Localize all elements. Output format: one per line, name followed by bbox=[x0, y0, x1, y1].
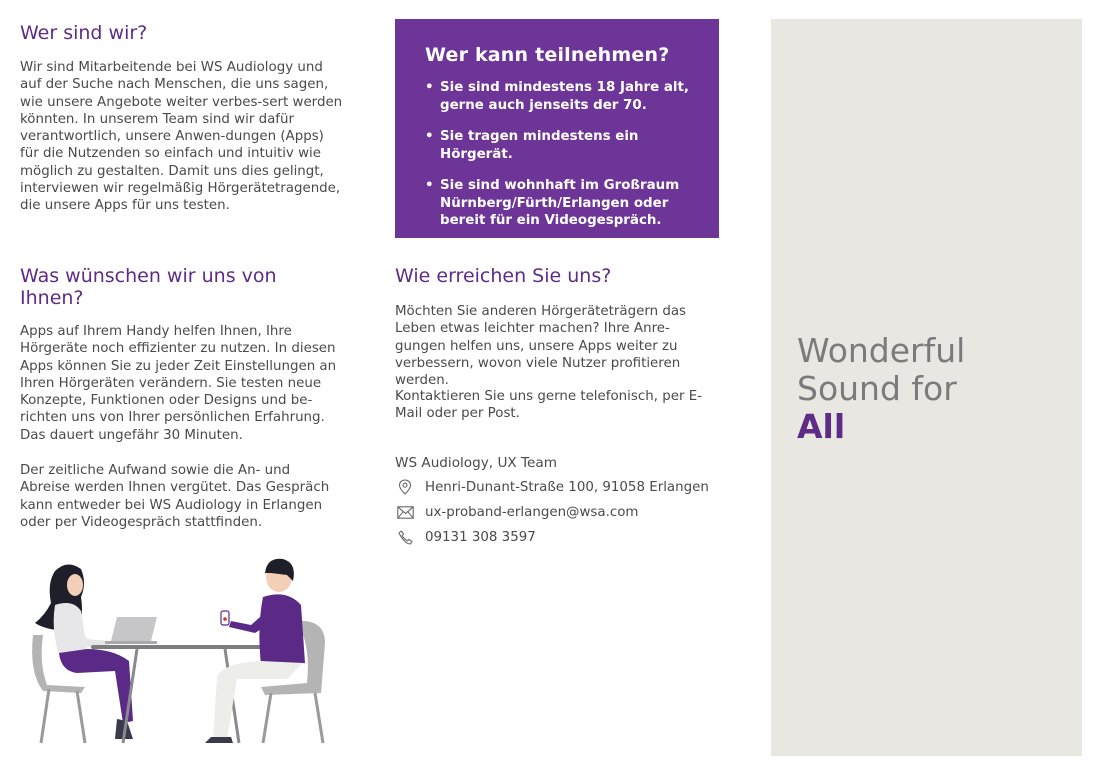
location-pin-icon bbox=[395, 478, 415, 496]
participation-item-text: Sie sind mindestens 18 Jahre alt, gerne auch jenseits der 70. bbox=[440, 80, 689, 113]
envelope-icon bbox=[395, 503, 415, 521]
cover-panel bbox=[771, 19, 1082, 756]
contact-address-row bbox=[395, 478, 709, 496]
contact-text-1: Möchten Sie anderen Hörgeräteträgern das Leben etwas leichter machen? Ihre Anre-gungen helfen uns, unsere Apps weiter zu verbessern, wovon viele Nutzer profitieren werden. bbox=[395, 304, 687, 389]
who-are-we-text: Wir sind Mitarbeitende bei WS Audiology und auf der Suche nach Menschen, die uns sagen, wie unsere Angebote weiter verbes-sert werden könnten. In unserem Team sind wir dafür verantwortlich, unsere Anwen-dungen (Apps) für die Nutzenden so einfach und intuitiv wie möglich zu gestalten. Damit uns dies gelingt, interviewen wir regelmäßig Hörgerätetragende, die unsere Apps für uns testen. bbox=[20, 60, 343, 214]
contact-email-link[interactable]: ux-proband-erlangen@wsa.com bbox=[425, 504, 639, 520]
phone-icon bbox=[395, 528, 415, 546]
contact-address[interactable]: Henri-Dunant-Straße 100, 91058 Erlangen bbox=[425, 479, 709, 495]
contact-text-2: Kontaktieren Sie uns gerne telefonisch, per E-Mail oder per Post. bbox=[395, 389, 703, 422]
slogan bbox=[797, 332, 965, 446]
participation-box bbox=[395, 19, 719, 238]
interview-illustration bbox=[25, 553, 340, 745]
participation-item-text: Sie tragen mindestens ein Hörgerät. bbox=[440, 129, 639, 162]
contact-team-name: WS Audiology, UX Team bbox=[395, 455, 557, 471]
participation-item bbox=[425, 79, 689, 114]
bullet-icon: • bbox=[425, 178, 434, 193]
participation-heading: Wer kann teilnehmen? bbox=[425, 44, 670, 66]
bullet-icon: • bbox=[425, 80, 434, 95]
slogan-line-3: All bbox=[797, 407, 846, 446]
what-we-wish-text-2: Der zeitliche Aufwand sowie die An- und Abreise werden Ihnen vergütet. Das Gespräch kann entweder bei WS Audiology in Erlangen oder per Videogespräch stattfinden. bbox=[20, 463, 330, 530]
slogan-line-1: Wonderful bbox=[797, 331, 966, 370]
slogan-line-2: Sound for bbox=[797, 369, 957, 408]
participation-item-text: Sie sind wohnhaft im Großraum Nürnberg/Fürth/Erlangen oder bereit für ein Videogespräch. bbox=[440, 178, 680, 228]
participation-item bbox=[425, 128, 689, 163]
contact-heading: Wie erreichen Sie uns? bbox=[395, 265, 612, 287]
contact-phone[interactable]: 09131 308 3597 bbox=[425, 529, 536, 545]
participation-item bbox=[425, 177, 689, 230]
bullet-icon: • bbox=[425, 129, 434, 144]
contact-phone-row bbox=[395, 528, 536, 546]
what-we-wish-heading: Was wünschen wir uns von Ihnen? bbox=[20, 265, 277, 309]
participation-list bbox=[425, 79, 689, 230]
who-are-we-heading: Wer sind wir? bbox=[20, 22, 148, 44]
what-we-wish-text-1: Apps auf Ihrem Handy helfen Ihnen, Ihre Hörgeräte noch effizienter zu nutzen. In diesen Apps können Sie zu jeder Zeit Einstellungen an Ihren Hörgeräten verändern. Sie testen neue Konzepte, Funktionen oder Designs und be-richten uns von Ihrer persönlichen Erfahrung. Das dauert ungefähr 30 Minuten. bbox=[20, 324, 337, 443]
contact-email-row bbox=[395, 503, 638, 521]
